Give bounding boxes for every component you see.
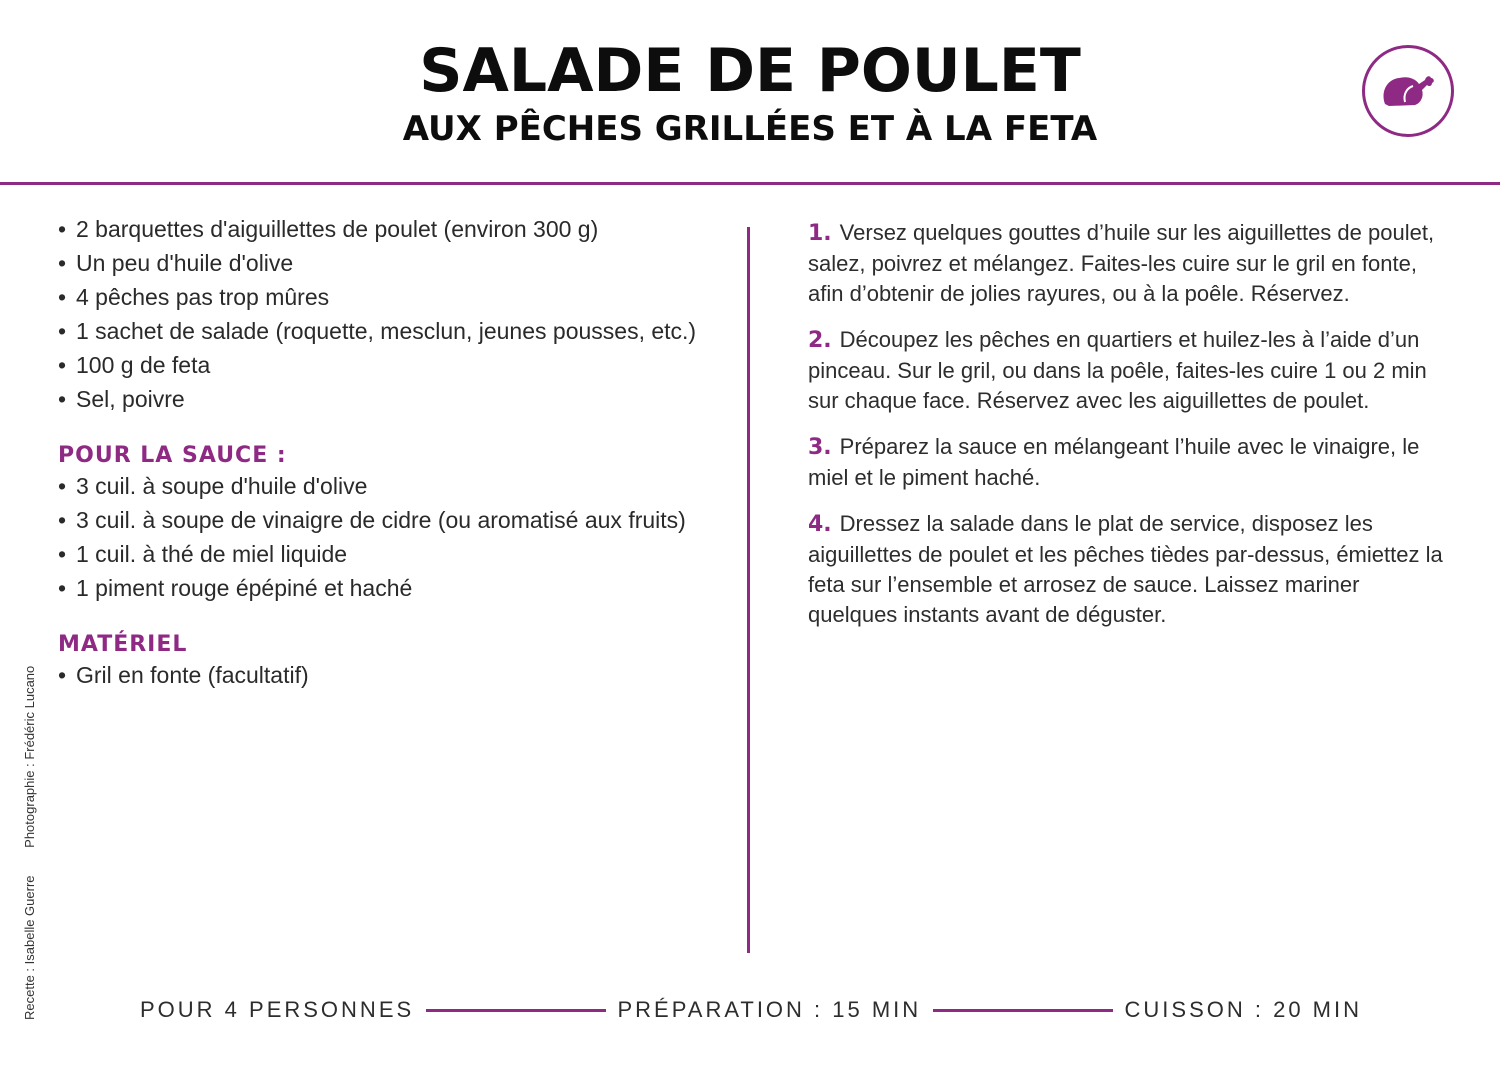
header-divider	[0, 182, 1500, 185]
ingredient-item: • Sel, poivre	[58, 387, 718, 412]
photo-credit: Photographie : Frédéric Lucano	[22, 665, 37, 848]
step-text: Préparez la sauce en mélangeant l’huile avec le vinaigre, le miel et le piment haché.	[808, 434, 1420, 490]
meta-divider	[426, 1009, 605, 1012]
step-4	[808, 509, 1448, 630]
sauce-item: • 1 piment rouge épépiné et haché	[58, 576, 718, 601]
credits	[22, 610, 37, 1020]
sauce-item: • 1 cuil. à thé de miel liquide	[58, 542, 718, 567]
step-text: Découpez les pêches en quartiers et huilez-les à l’aide d’un pinceau. Sur le gril, ou dans la poêle, faites-les cuire 1 ou 2 min sur chaque face. Réservez avec les aiguillettes de poulet.	[808, 327, 1427, 413]
ingredient-item: • 100 g de feta	[58, 353, 718, 378]
ingredient-item: • Un peu d'huile d'olive	[58, 251, 718, 276]
equipment-item: • Gril en fonte (facultatif)	[58, 663, 718, 688]
cook-time: CUISSON : 20 MIN	[1124, 997, 1362, 1022]
roast-chicken-icon	[1381, 68, 1435, 110]
step-number: 4.	[808, 512, 832, 537]
ingredient-item: • 2 barquettes d'aiguillettes de poulet (environ 300 g)	[58, 217, 718, 242]
ingredients-column	[58, 217, 718, 697]
step-text: Dressez la salade dans le plat de service, disposez les aiguillettes de poulet et les pêches tièdes par-dessus, émiettez la feta sur l’ensemble et arrosez de sauce. Laissez mariner quelques instants avant de déguster.	[808, 511, 1443, 627]
recipe-title: SALADE DE POULET	[419, 36, 1081, 106]
sauce-item: • 3 cuil. à soupe de vinaigre de cidre (ou aromatisé aux fruits)	[58, 508, 718, 533]
category-badge	[1362, 45, 1454, 137]
sauce-list	[58, 474, 718, 601]
step-text: Versez quelques gouttes d’huile sur les aiguillettes de poulet, salez, poivrez et mélangez. Faites-les cuire sur le gril en fonte, afin d’obtenir de jolies rayures, ou à la poêle. Réservez.	[808, 220, 1435, 306]
column-divider	[747, 227, 750, 953]
steps-column	[808, 218, 1448, 646]
equipment-heading: MATÉRIEL	[58, 632, 188, 657]
step-number: 3.	[808, 435, 832, 460]
prep-time: PRÉPARATION : 15 MIN	[617, 997, 922, 1022]
step-2	[808, 325, 1448, 416]
recipe-credit: Recette : Isabelle Guerre	[22, 875, 37, 1020]
step-number: 1.	[808, 221, 832, 246]
step-1	[808, 218, 1448, 309]
meta-divider	[933, 1009, 1112, 1012]
step-number: 2.	[808, 328, 832, 353]
servings: POUR 4 PERSONNES	[140, 997, 415, 1022]
equipment-list	[58, 663, 718, 688]
step-3	[808, 432, 1448, 493]
recipe-meta	[140, 996, 1362, 1024]
sauce-item: • 3 cuil. à soupe d'huile d'olive	[58, 474, 718, 499]
ingredient-item: • 4 pêches pas trop mûres	[58, 285, 718, 310]
sauce-heading: POUR LA SAUCE :	[58, 443, 287, 468]
ingredients-list	[58, 217, 718, 412]
ingredient-item: • 1 sachet de salade (roquette, mesclun, jeunes pousses, etc.)	[58, 319, 718, 344]
recipe-subtitle: AUX PÊCHES GRILLÉES ET À LA FETA	[402, 109, 1098, 149]
